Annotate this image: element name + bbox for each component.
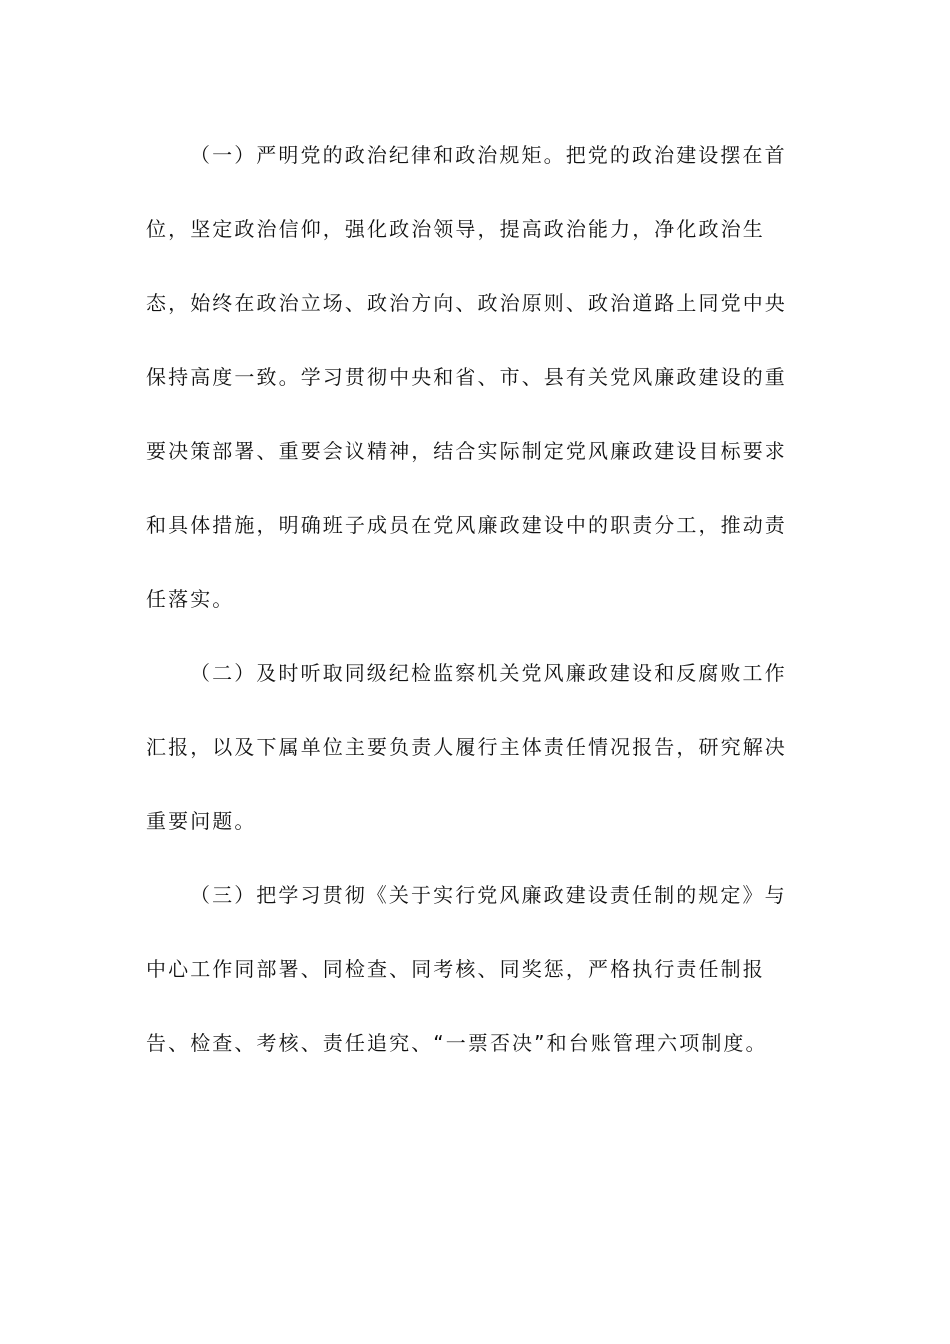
document-body	[146, 118, 792, 1080]
paragraph-line: 态，始终在政治立场、政治方向、政治原则、政治道路上同党中央	[146, 291, 787, 315]
paragraph-line: （三）把学习贯彻《关于实行党风廉政建设责任制的规定》与	[190, 883, 787, 907]
paragraph-line: 要决策部署、重要会议精神，结合实际制定党风廉政建设目标要求	[146, 439, 787, 463]
paragraph-line: 位，坚定政治信仰，强化政治领导，提高政治能力，净化政治生	[146, 217, 765, 241]
paragraph-line: 汇报，以及下属单位主要负责人履行主体责任情况报告，研究解决	[146, 735, 787, 759]
paragraph-2	[146, 636, 792, 858]
paragraph-line: 告、检查、考核、责任追究、“一票否决”和台账管理六项制度。	[146, 1031, 768, 1055]
paragraph-line: （一）严明党的政治纪律和政治规矩。把党的政治建设摆在首	[190, 143, 787, 167]
paragraph-line: 任落实。	[146, 587, 235, 611]
paragraph-line: 重要问题。	[146, 809, 257, 833]
paragraph-line: （二）及时听取同级纪检监察机关党风廉政建设和反腐败工作	[190, 661, 787, 685]
paragraph-line: 保持高度一致。学习贯彻中央和省、市、县有关党风廉政建设的重	[146, 365, 787, 389]
paragraph-3	[146, 858, 792, 1080]
paragraph-line: 和具体措施，明确班子成员在党风廉政建设中的职责分工，推动责	[146, 513, 787, 537]
paragraph-line: 中心工作同部署、同检查、同考核、同奖惩，严格执行责任制报	[146, 957, 765, 981]
paragraph-1	[146, 118, 792, 636]
